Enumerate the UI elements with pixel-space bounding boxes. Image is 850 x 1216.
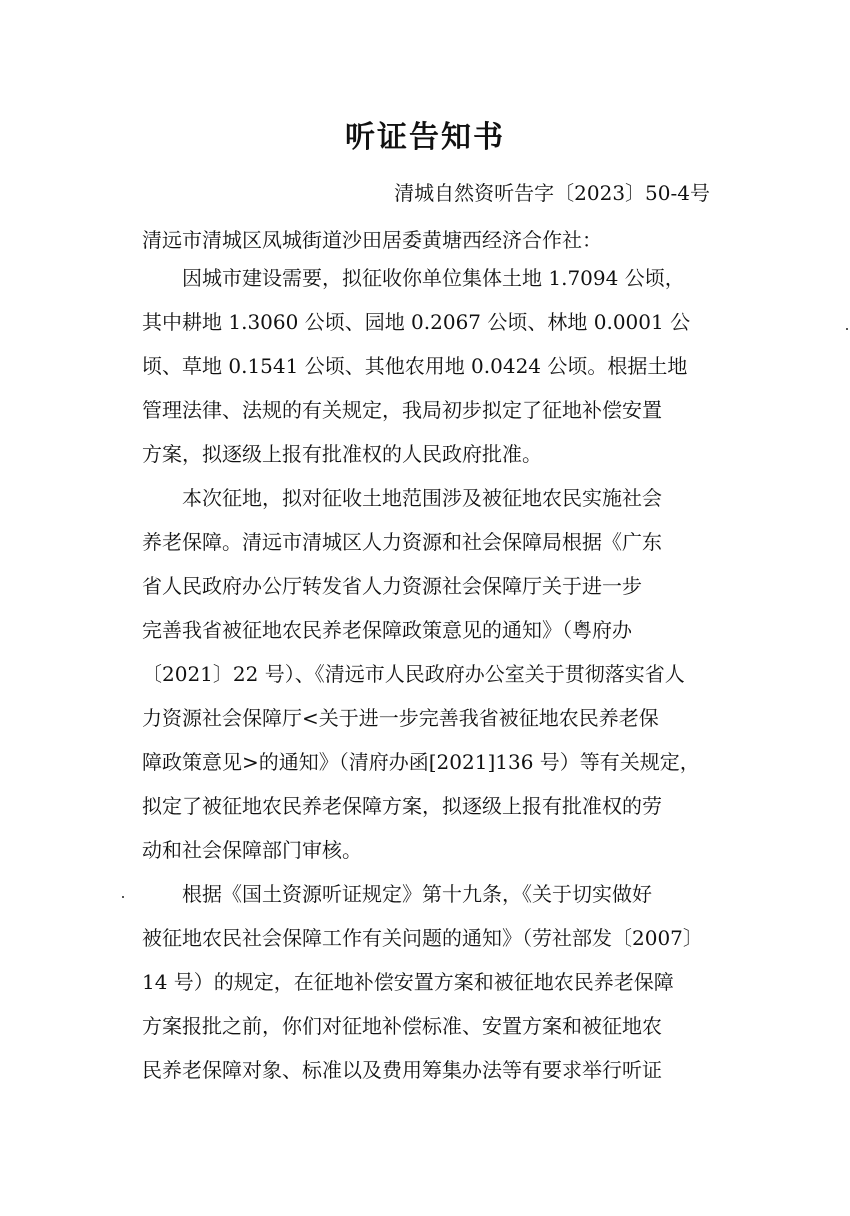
body-line: 力资源社会保障厅<关于进一步完善我省被征地农民养老保 — [142, 706, 659, 730]
body-line: 因城市建设需要，拟征收你单位集体土地 1.7094 公顷， — [182, 266, 685, 290]
document-title: 听证告知书 — [345, 120, 505, 155]
addressee: 清远市清城区凤城街道沙田居委黄塘西经济合作社： — [142, 228, 602, 252]
body-line: 其中耕地 1.3060 公顷、园地 0.2067 公顷、林地 0.0001 公 — [142, 310, 691, 334]
body-line: 省人民政府办公厅转发省人力资源社会保障厅关于进一步 — [142, 574, 642, 598]
body-line: 养老保障。清远市清城区人力资源和社会保障局根据《广东 — [142, 530, 662, 554]
body-line: 被征地农民社会保障工作有关问题的通知》（劳社部发〔2007〕 — [142, 926, 703, 950]
body-line: 〔2021〕22 号）、《清远市人民政府办公室关于贯彻落实省人 — [142, 662, 685, 686]
body-line: 障政策意见>的通知》（清府办函[2021]136 号）等有关规定， — [142, 750, 700, 774]
body-line: 动和社会保障部门审核。 — [142, 838, 362, 862]
body-line: 顷、草地 0.1541 公顷、其他农用地 0.0424 公顷。根据土地 — [142, 354, 688, 378]
body-line: 根据《国土资源听证规定》第十九条，《关于切实做好 — [182, 882, 652, 906]
body-line: 完善我省被征地农民养老保障政策意见的通知》（粤府办 — [142, 618, 632, 642]
body-line: 民养老保障对象、标准以及费用筹集办法等有要求举行听证 — [142, 1058, 662, 1082]
body-line: 管理法律、法规的有关规定，我局初步拟定了征地补偿安置 — [142, 398, 662, 422]
scan-speck — [846, 328, 848, 330]
body-line: 方案，拟逐级上报有批准权的人民政府批准。 — [142, 442, 542, 466]
scan-speck — [122, 896, 124, 898]
document-number: 清城自然资听告字〔2023〕50-4号 — [394, 181, 710, 205]
body-line: 方案报批之前，你们对征地补偿标准、安置方案和被征地农 — [142, 1014, 662, 1038]
body-line: 14 号）的规定，在征地补偿安置方案和被征地农民养老保障 — [142, 970, 674, 994]
body-line: 本次征地，拟对征收土地范围涉及被征地农民实施社会 — [182, 486, 662, 510]
body-line: 拟定了被征地农民养老保障方案，拟逐级上报有批准权的劳 — [142, 794, 662, 818]
